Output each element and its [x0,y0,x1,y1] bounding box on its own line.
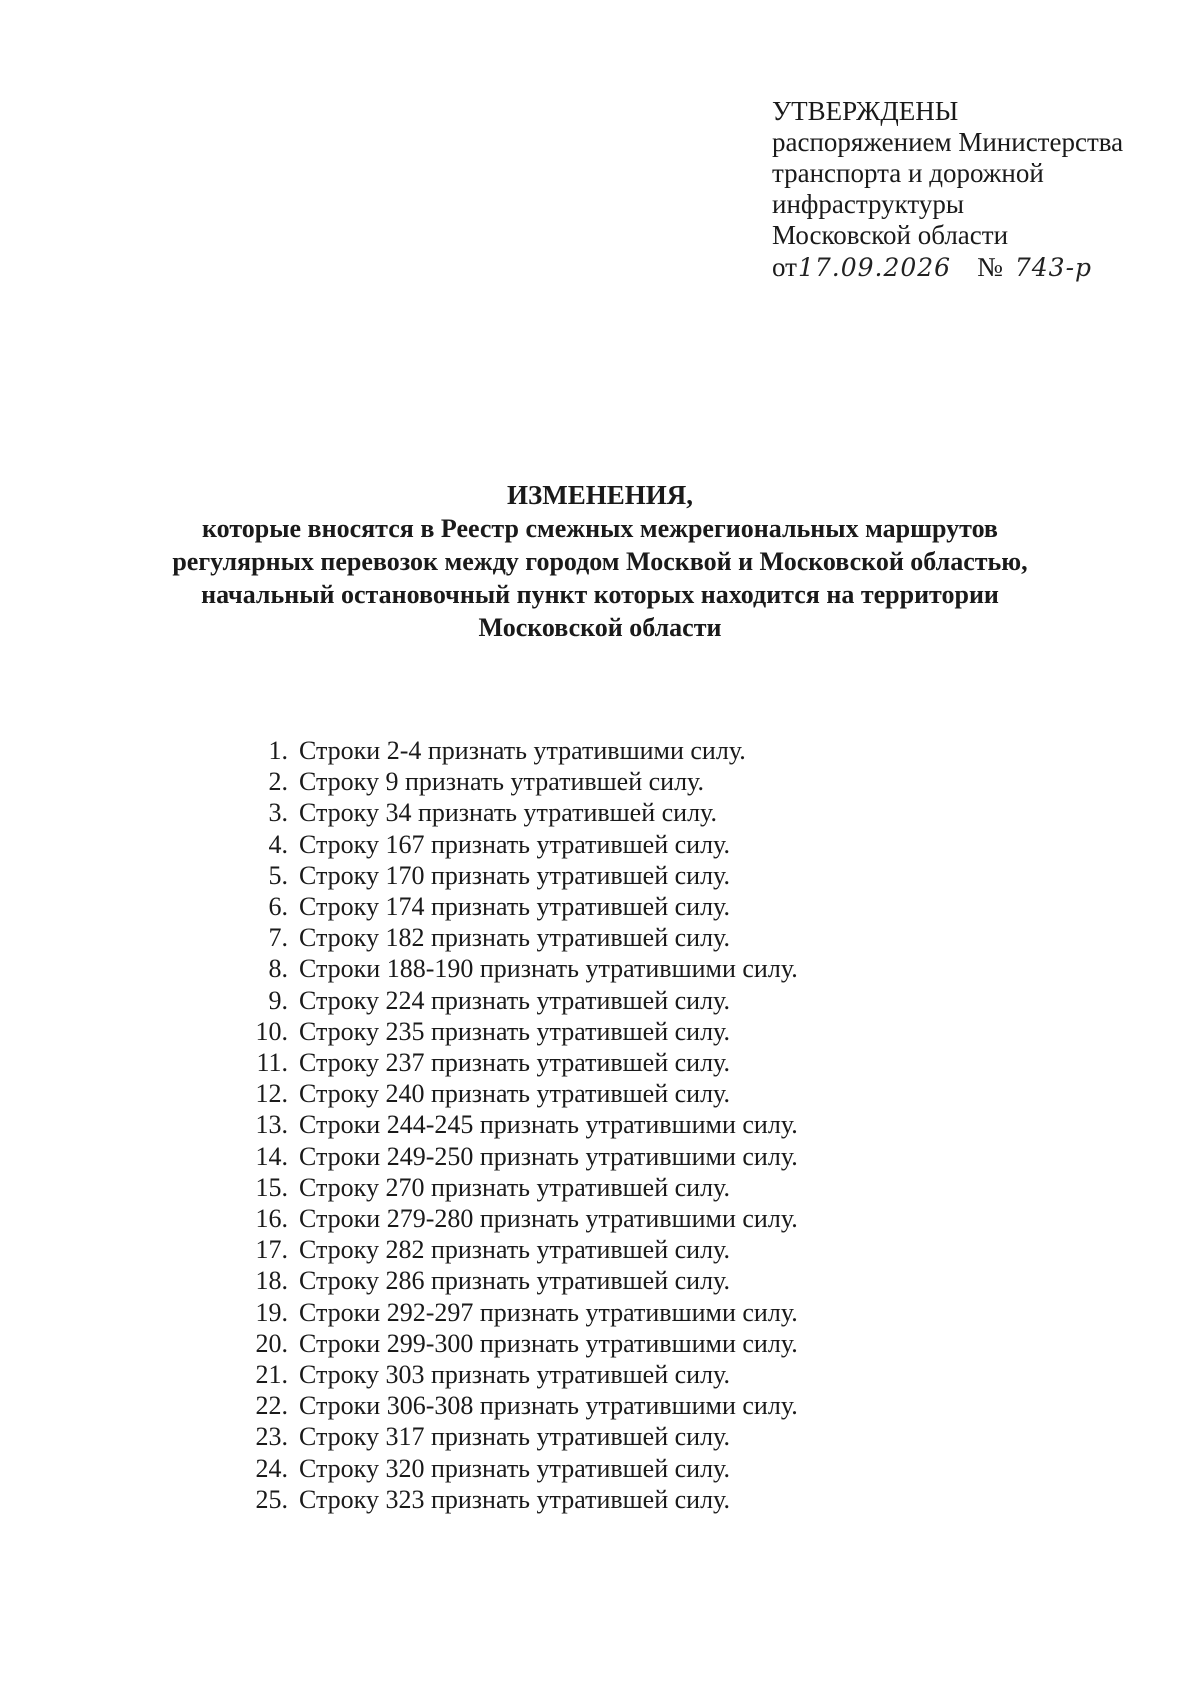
item-number: 13. [255,1110,288,1140]
list-item [236,1359,1036,1390]
list-item [236,891,1036,922]
list-item [236,1141,1036,1172]
list-item [236,1265,1036,1296]
list-item [236,985,1036,1016]
item-text: Строку 323 признать утратившей силу. [299,1484,730,1514]
list-item [236,797,1036,828]
approval-line: Московской области [772,220,1009,250]
item-text: Строку 174 признать утратившей силу. [299,892,730,922]
item-text: Строку 182 признать утратившей силу. [299,923,730,953]
list-item [236,1421,1036,1452]
item-number: 7. [268,923,288,953]
item-number: 11. [256,1048,288,1078]
heading-subtitle-line: регулярных перевозок между городом Москвой и Московской областью, [172,547,1028,576]
item-text: Строки 292-297 признать утратившими силу. [299,1297,798,1327]
list-item [236,1016,1036,1047]
list-item [236,1203,1036,1234]
item-text: Строку 270 признать утратившей силу. [299,1172,730,1202]
list-item [236,1234,1036,1265]
item-number: 21. [255,1360,288,1390]
item-text: Строку 170 признать утратившей силу. [299,860,730,890]
list-item [236,766,1036,797]
item-text: Строку 224 признать утратившей силу. [299,985,730,1015]
item-text: Строку 282 признать утратившей силу. [299,1235,730,1265]
heading-subtitle-line: которые вносятся в Реестр смежных межрегиональных маршрутов [202,514,998,543]
item-number: 24. [255,1453,288,1483]
item-text: Строки 306-308 признать утратившими силу. [299,1391,798,1421]
approval-stamp-block [772,96,1172,283]
item-number: 2. [268,767,288,797]
item-number: 4. [268,829,288,859]
approval-line: распоряжением Министерства [772,127,1124,157]
list-item [236,1390,1036,1421]
item-number: 12. [255,1079,288,1109]
item-text: Строки 279-280 признать утратившими силу. [299,1204,798,1234]
heading-subtitle-line: начальный остановочный пункт которых находится на территории [201,580,999,609]
item-number: 14. [255,1141,288,1171]
item-text: Строку 240 признать утратившей силу. [299,1079,730,1109]
item-text: Строки 249-250 признать утратившими силу. [299,1141,798,1171]
changes-list [236,735,1036,1515]
approval-line: инфраструктуры [772,189,964,219]
item-number: 6. [268,892,288,922]
item-number: 1. [268,736,288,765]
item-text: Строку 286 признать утратившей силу. [299,1266,730,1296]
item-text: Строку 235 признать утратившей силу. [299,1016,730,1046]
approval-date-number-line [772,252,1172,283]
approval-line: транспорта и дорожной [772,158,1044,188]
list-item [236,1172,1036,1203]
list-item [236,922,1036,953]
item-number: 18. [255,1266,288,1296]
list-item [236,1484,1036,1515]
list-item [236,953,1036,984]
list-item [236,1047,1036,1078]
item-text: Строку 167 признать утратившей силу. [299,829,730,859]
item-text: Строки 299-300 признать утратившими силу. [299,1328,798,1358]
item-number: 22. [255,1391,288,1421]
item-number: 16. [255,1204,288,1234]
list-item [236,1297,1036,1328]
item-text: Строку 34 признать утратившей силу. [299,798,717,828]
list-item [236,1109,1036,1140]
item-text: Строку 303 признать утратившей силу. [299,1360,730,1390]
document-heading [150,479,1050,644]
list-item [236,1453,1036,1484]
item-number: 19. [255,1297,288,1327]
list-item [236,860,1036,891]
item-number: 5. [268,860,288,890]
approval-title: УТВЕРЖДЕНЫ [772,96,959,126]
item-number: 3. [268,798,288,828]
list-item [236,829,1036,860]
item-text: Строку 320 признать утратившей силу. [299,1453,730,1483]
list-item [236,735,1036,766]
item-number: 20. [255,1328,288,1358]
item-number: 10. [255,1016,288,1046]
item-number: 15. [255,1172,288,1202]
item-number: 9. [268,985,288,1015]
item-number: 17. [255,1235,288,1265]
item-text: Строки 2-4 признать утратившими силу. [299,736,746,765]
list-item [236,1328,1036,1359]
number-sign: № [977,252,1003,282]
heading-title: ИЗМЕНЕНИЯ, [506,480,693,510]
item-number: 23. [255,1422,288,1452]
item-number: 25. [255,1484,288,1514]
item-text: Строку 9 признать утратившей силу. [299,767,704,797]
item-number: 8. [268,954,288,984]
item-text: Строки 244-245 признать утратившими силу. [299,1110,798,1140]
item-text: Строку 237 признать утратившей силу. [299,1048,730,1078]
item-text: Строки 188-190 признать утратившими силу. [299,954,798,984]
date-prefix: от [772,252,797,282]
handwritten-number: 743-р [1014,253,1093,282]
handwritten-date: 17.09.2026 [797,253,952,282]
item-text: Строку 317 признать утратившей силу. [299,1422,730,1452]
list-item [236,1078,1036,1109]
heading-subtitle-line: Московской области [478,613,722,642]
